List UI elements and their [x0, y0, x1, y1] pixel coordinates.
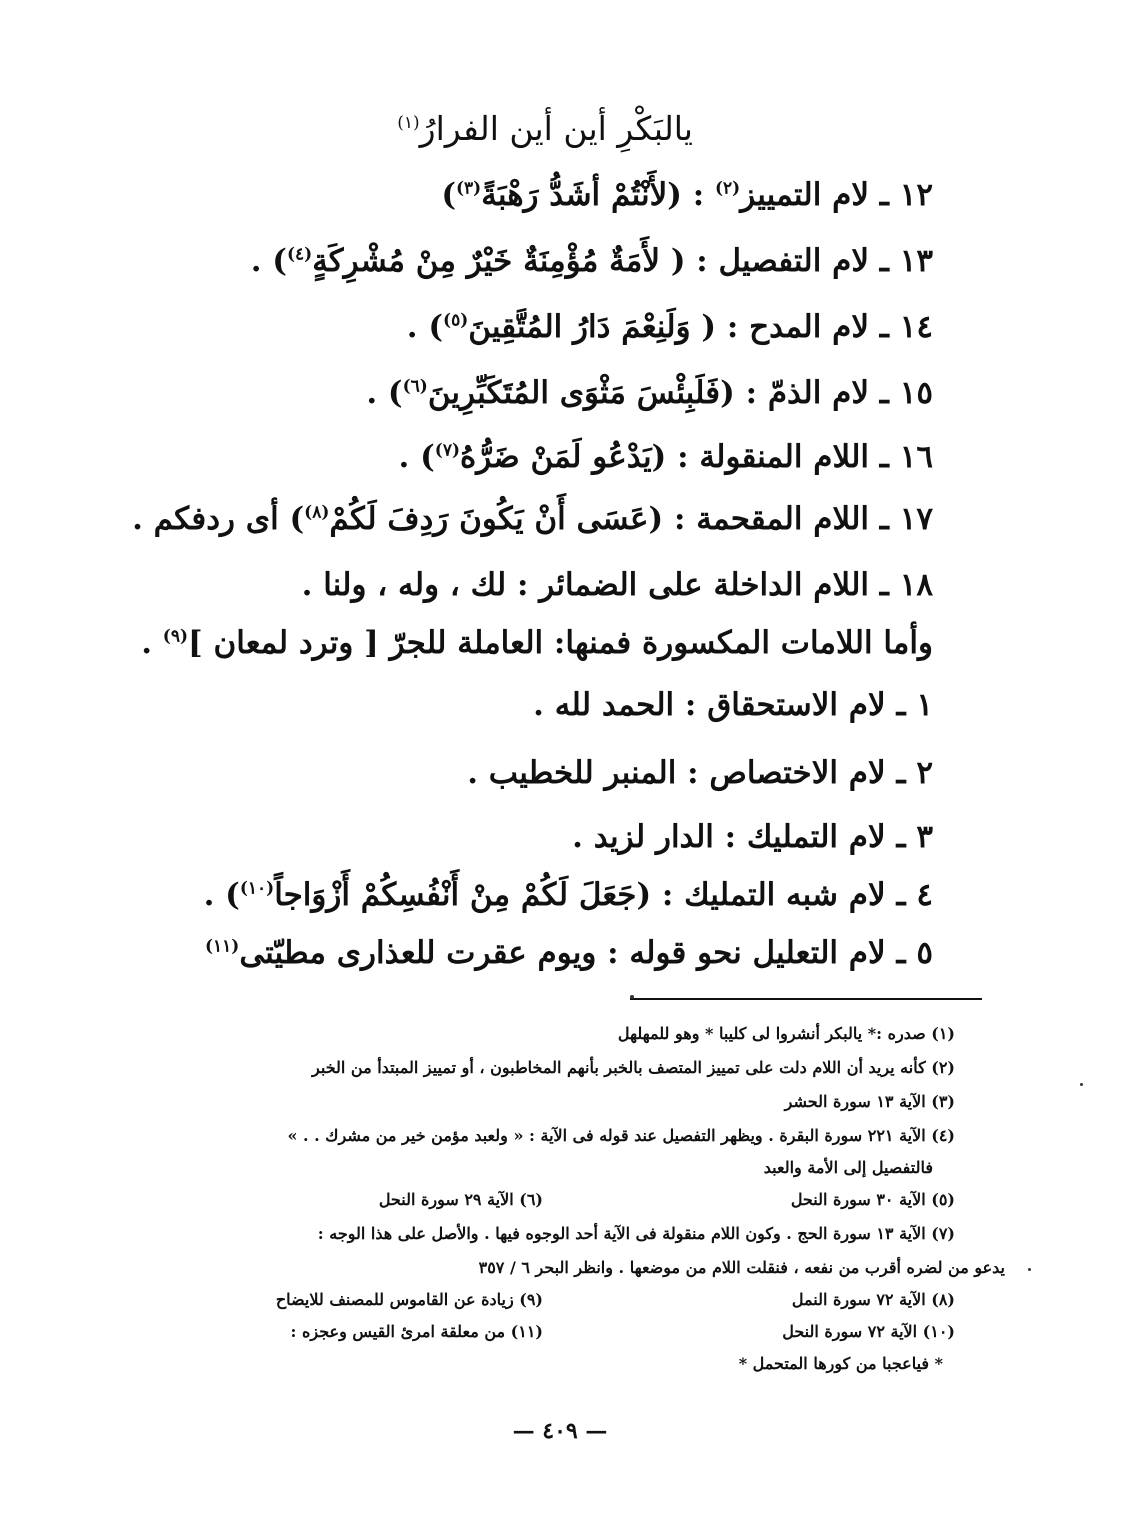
scan-speck	[1080, 1083, 1083, 1086]
footnote-5: (٥) الآية ٣٠ سورة النحل	[790, 1190, 955, 1209]
footnote-3: (٣) الآية ١٣ سورة الحشر	[784, 1092, 955, 1111]
footnote-11-cont: * فياعجبا من كورها المتحمل *	[738, 1354, 943, 1373]
kasra-item-4: ٤ ـ لام شبه التمليك : (جَعَلَ لَكُمْ مِنْ أَنْفُسِكُمْ أَزْوَاجاً$^{(١٠)}$) .	[203, 877, 933, 913]
footnote-2: (٢) كأنه يريد أن اللام دلت على تمييز المتصف بالخبر بأنهم المخاطبون ، أو تمييز المبتدأ من الخبر	[312, 1058, 955, 1077]
footnote-6: (٦) الآية ٢٩ سورة النحل	[378, 1190, 543, 1209]
item-12: ١٢ ـ لام التمييز$^{(٢)}$ : (لأَنْتُمْ أشَدُّ رَهْبَةً$^{(٣)}$)	[441, 177, 933, 213]
item-13: ١٣ ـ لام التفصيل : ( لأَمَةٌ مُؤْمِنَةٌ خَيْرٌ مِنْ مُشْرِكَةٍ$^{(٤)}$) .	[250, 243, 933, 279]
footnote-4: (٤) الآية ٢٢١ سورة البقرة . ويظهر التفصيل عند قوله فى الآية : « ولعبد مؤمن خير من مشرك . . »	[287, 1126, 955, 1145]
item-15: ١٥ ـ لام الذمّ : (فَلَبِئْسَ مَثْوَى المُتَكَبِّرِينَ$^{(٦)}$) .	[366, 375, 933, 411]
kasra-intro: وأما اللامات المكسورة فمنها: العاملة للجرّ [ وترد لمعان ]$^{(٩)}$ .	[141, 625, 933, 661]
header-verse-text: يالبَكْرِ أين أين الفرارُ	[419, 109, 693, 148]
kasra-item-1: ١ ـ لام الاستحقاق : الحمد لله .	[533, 687, 933, 723]
footnote-ref: (١)	[397, 113, 420, 133]
footnote-11: (١١) من معلقة امرئ القيس وعجزه :	[290, 1322, 543, 1341]
item-17: ١٧ ـ اللام المقحمة : (عَسَى أَنْ يَكُونَ رَدِفَ لَكُمْ$^{(٨)}$) أى ردفكم .	[132, 501, 933, 537]
page-number: — ٤٠٩ —	[512, 1418, 608, 1444]
footnote-7: (٧) الآية ١٣ سورة الحج . وكون اللام منقولة فى الآية أحد الوجوه فيها . والأصل على هذا الوجه :	[317, 1224, 955, 1243]
footnote-4-cont: فالتفصيل إلى الأمة والعبد	[763, 1158, 933, 1177]
kasra-item-3: ٣ ـ لام التمليك : الدار لزيد .	[572, 819, 933, 855]
kasra-item-5: ٥ ـ لام التعليل نحو قوله : ويوم عقرت للعذارى مطيّتى$^{(١١)}$	[204, 935, 933, 971]
kasra-item-2: ٢ ـ لام الاختصاص : المنبر للخطيب .	[467, 755, 933, 791]
footnote-1: (١) صدره :* يالبكر أنشروا لى كليبا * وهو للمهلهل	[617, 1024, 955, 1043]
footnote-9: (٩) زيادة عن القاموس للمصنف للايضاح	[275, 1290, 543, 1309]
item-18: ١٨ ـ اللام الداخلة على الضمائر : لك ، وله ، ولنا .	[301, 567, 933, 603]
footnote-separator	[630, 998, 982, 1000]
footnote-10: (١٠) الآية ٧٢ سورة النحل	[782, 1322, 955, 1341]
item-16: ١٦ ـ اللام المنقولة : (يَدْعُو لَمَنْ ضَرُّهُ$^{(٧)}$) .	[398, 439, 933, 475]
footnote-7-cont: يدعو من لضره أقرب من نفعه ، فنقلت اللام من موضعها . وانظر البحر ٦ / ٣٥٧	[478, 1258, 1005, 1277]
item-14: ١٤ ـ لام المدح : ( وَلَنِعْمَ دَارُ المُتَّقِينَ$^{(٥)}$) .	[406, 309, 933, 345]
footnote-8: (٨) الآية ٧٢ سورة النمل	[791, 1290, 955, 1309]
scan-speck	[1028, 1268, 1031, 1271]
header-verse	[397, 109, 693, 148]
scan-speck	[630, 995, 634, 999]
